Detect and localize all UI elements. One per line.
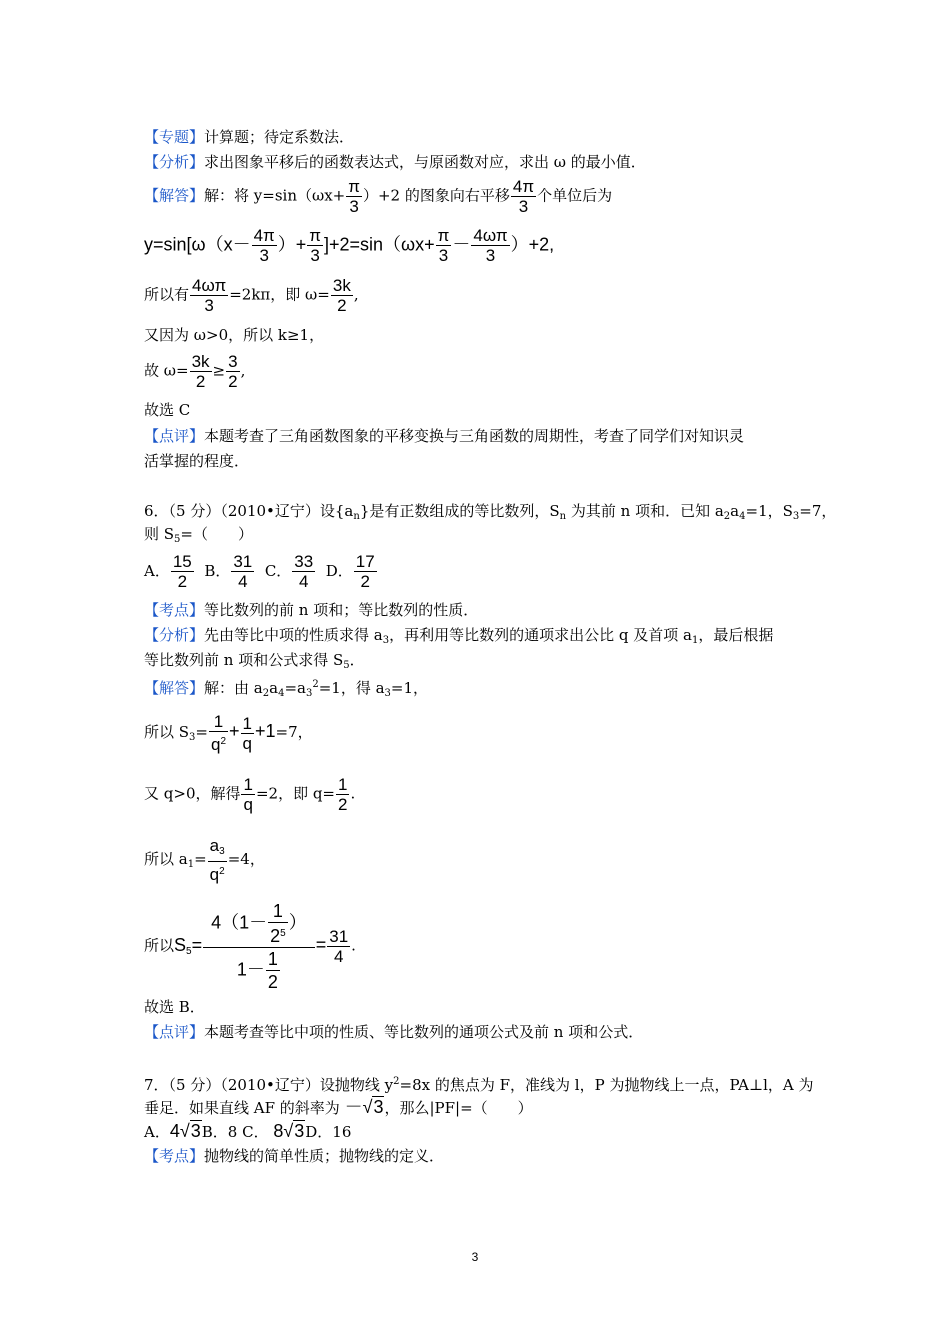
fraction: $\frac{31}{4}$ bbox=[233, 552, 253, 591]
fraction: $\frac{15}{2}$ bbox=[172, 552, 192, 591]
fraction: $\frac{33}{4}$ bbox=[294, 552, 314, 591]
kaodian-tag: 【考点】 bbox=[144, 601, 205, 619]
p6-question-line1: 6．（5 分）（2010•辽宁）设$\{a_n\}$是有正数组成的等比数列，$S_n$ 为其前 n 项和．已知 $a_2a_4=1$，$S_3=7$， bbox=[144, 502, 837, 522]
p6-analysis: 【分析】先由等比中项的性质求得 $a_3$，再利用等比数列的通项求出公比 q 及首项 $a_1$，最后根据 bbox=[144, 626, 774, 646]
option-c: C． $\frac{33}{4}$ bbox=[264, 552, 314, 591]
p7-question-line2: 垂足．如果直线 AF 的斜率为 －√3，那么|PF|=（ ） bbox=[144, 1097, 533, 1117]
p6-answer-line3: 又 q>0，解得 $\frac{1}{q}$ =2，即 q= $\frac{1}{2}$ . bbox=[144, 775, 356, 814]
fraction: $\frac{a_3}{q^2}$ bbox=[209, 836, 225, 884]
analysis-tag: 【分析】 bbox=[144, 153, 205, 171]
fraction: $\frac{1}{2^5}$ bbox=[270, 901, 286, 946]
fraction: $\frac{\pi}{3}$ bbox=[437, 226, 450, 265]
fraction: $\frac{1}{q}$ bbox=[243, 775, 253, 814]
option-a-value: 4√3 bbox=[169, 1121, 201, 1141]
fraction: $\frac{31}{4}$ bbox=[329, 927, 349, 966]
fraction: $\frac{\pi}{3}$ bbox=[348, 177, 360, 216]
p5-answer-line5: 故 ω= $\frac{3k}{2}$ ≥ $\frac{3}{2}$ , bbox=[144, 352, 246, 391]
p6-answer-line1: 【解答】解：由 $a_2a_4=a_3^2=1$，得 $a_3=1$， bbox=[144, 679, 429, 699]
p5-answer-line1: 【解答】解：将 y=sin（ωx+ $\frac{\pi}{3}$ ）+2 的图象向右平移 $\frac{4\pi}{3}$ 个单位后为 bbox=[144, 177, 613, 216]
p5-topic: 【专题】计算题；待定系数法． bbox=[144, 128, 355, 146]
p6-analysis-cont: 等比数列前 n 项和公式求得 $S_5$． bbox=[144, 651, 365, 671]
fraction: $\frac{3k}{2}$ bbox=[332, 276, 351, 315]
p7-options: A．4√3B．8 C． 8√3D．16 bbox=[144, 1121, 352, 1141]
analysis-tag: 【分析】 bbox=[144, 626, 205, 644]
p5-answer-line4: 又因为 ω>0，所以 k≥1， bbox=[144, 326, 325, 344]
option-c-value: 8√3 bbox=[273, 1121, 305, 1141]
fraction: $\frac{3k}{2}$ bbox=[191, 352, 210, 391]
p7-question-line1: 7．（5 分）（2010•辽宁）设抛物线 $y^2=8x$ 的焦点为 F，准线为 l，P 为抛物线上一点，PA⊥l，A 为 bbox=[144, 1076, 814, 1094]
fraction: $\frac{3}{2}$ bbox=[228, 352, 238, 391]
fraction: $\frac{4\omega\pi}{3}$ bbox=[473, 226, 508, 265]
p5-comment-cont: 活掌握的程度． bbox=[144, 452, 250, 470]
comment-tag: 【点评】 bbox=[144, 427, 205, 445]
answer-tag: 【解答】 bbox=[144, 679, 205, 697]
p6-answer-line4: 所以 $a_1=$ $\frac{a_3}{q^2}$ =4， bbox=[144, 836, 265, 884]
option-b: B． $\frac{31}{4}$ bbox=[204, 552, 253, 591]
option-d: D． $\frac{17}{2}$ bbox=[325, 552, 375, 591]
fraction: $\frac{\pi}{3}$ bbox=[309, 226, 322, 265]
fraction: $\frac{1}{2}$ bbox=[267, 949, 278, 992]
p6-comment: 【点评】本题考查等比中项的性质、等比数列的通项公式及前 n 项和公式． bbox=[144, 1023, 644, 1041]
p5-equation: y=sin[ω（x－ $\frac{4\pi}{3}$ ）+ $\frac{\pi}{3}$ ]+2=sin（ωx+ $\frac{\pi}{3}$ － $\frac{4\omega\pi}{3}$ ）+2, bbox=[144, 226, 555, 265]
fraction: $\frac{1}{q^2}$ bbox=[211, 712, 227, 754]
p5-analysis: 【分析】求出图象平移后的函数表达式，与原函数对应，求出 ω 的最小值． bbox=[144, 153, 646, 171]
answer-tag: 【解答】 bbox=[144, 186, 205, 205]
fraction: $\frac{4\omega\pi}{3}$ bbox=[192, 276, 227, 315]
neg-sqrt-3: －√3 bbox=[344, 1097, 384, 1117]
comment-tag: 【点评】 bbox=[144, 1023, 205, 1041]
fraction: $\frac{4\pi}{3}$ bbox=[253, 226, 275, 265]
p5-comment: 【点评】本题考查了三角函数图象的平移变换与三角函数的周期性，考查了同学们对知识灵 bbox=[144, 427, 745, 445]
fraction: $\frac{4\pi}{3}$ bbox=[512, 177, 535, 216]
p6-answer-line5: 所以$S_5=$ 4（1－ $\frac{1}{2^5}$ ） 1－ $\frac{1}{2}$ = $\frac{31}{4}$ . bbox=[144, 901, 356, 992]
p5-answer-line3: 所以有 $\frac{4\omega\pi}{3}$ =2kπ，即 ω= $\frac{3k}{2}$ , bbox=[144, 276, 359, 315]
p7-kaodian: 【考点】抛物线的简单性质；抛物线的定义． bbox=[144, 1147, 445, 1165]
p6-kaodian: 【考点】等比数列的前 n 项和；等比数列的性质． bbox=[144, 601, 479, 619]
fraction: $\frac{17}{2}$ bbox=[355, 552, 375, 591]
compound-fraction: 4（1－ $\frac{1}{2^5}$ ） 1－ $\frac{1}{2}$ bbox=[203, 900, 315, 993]
p5-choice: 故选 C bbox=[144, 401, 191, 419]
p6-choice: 故选 B． bbox=[144, 998, 205, 1016]
p6-options bbox=[144, 552, 378, 591]
fraction: $\frac{1}{q}$ bbox=[242, 713, 253, 753]
option-a: A． $\frac{15}{2}$ bbox=[144, 552, 192, 591]
p6-question-line2: 则 $S_5=$（ ） bbox=[144, 525, 253, 545]
kaodian-tag: 【考点】 bbox=[144, 1147, 205, 1165]
topic-tag: 【专题】 bbox=[144, 128, 205, 146]
fraction: $\frac{1}{2}$ bbox=[338, 775, 348, 814]
p6-answer-line2: 所以 $S_3=$ $\frac{1}{q^2}$ + $\frac{1}{q}$ +1=7， bbox=[144, 712, 313, 754]
page-number: 3 bbox=[471, 1250, 479, 1264]
